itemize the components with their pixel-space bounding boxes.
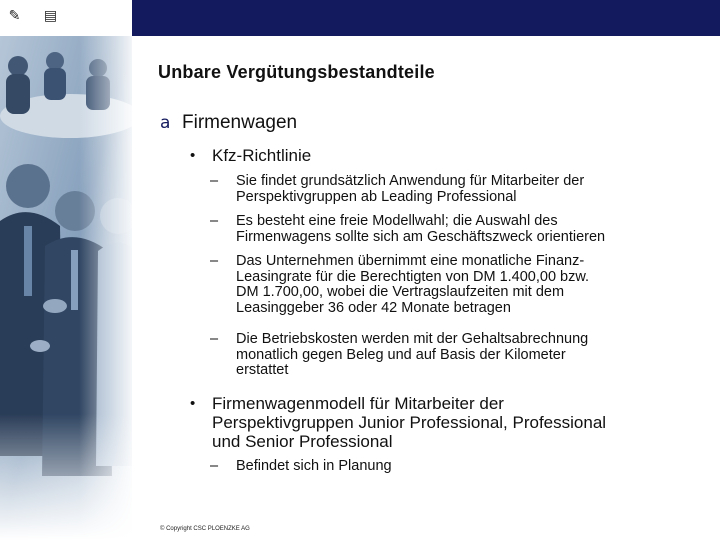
sub-item-line: Die Betriebskosten werden mit der Gehaltsabrechnung [236,331,589,347]
top-banner-logo-area [0,0,132,36]
list-item-line: und Senior Professional [212,432,393,451]
list-item-line: Firmenwagenmodell für Mitarbeiter der [212,394,504,413]
business-meeting-photo [0,36,132,540]
sub-item-line: Befindet sich in Planung [236,458,392,474]
sub-item-line: erstattet [236,362,289,378]
sub-item-line: Firmenwagens sollte sich am Geschäftszweck orientieren [236,228,606,245]
document-icon[interactable]: ▤ [43,8,58,24]
bullet: • [190,395,196,412]
copyright-footer: © Copyright CSC PLOENZKE AG [160,526,250,532]
sub-item-line: DM 1.700,00, wobei die Vertragslaufzeiten mit dem [236,284,565,300]
dash: – [210,253,219,269]
list-item [190,146,700,165]
sub-item-line: Es besteht eine freie Modellwahl; die Auswahl des [236,213,558,229]
sub-list-item [210,214,700,245]
list-item [190,394,700,451]
section-label: Firmenwagen [182,112,298,133]
list-item-label: Kfz-Richtlinie [212,146,312,165]
sub-list-item [210,459,700,475]
list-item-line: Perspektivgruppen Junior Professional, Professional [212,413,607,432]
section-bullet-icon: a [160,113,171,133]
pencil-icon[interactable]: ✎ [8,8,21,24]
sub-item-line: Perspektivgruppen ab Leading Professional [236,188,517,205]
slide-title: Unbare Vergütungsbestandteile [158,62,435,82]
sub-item-line: Leasinggeber 36 oder 42 Monate betragen [236,299,511,316]
dash: – [210,331,219,347]
sub-item-line: Sie findet grundsätzlich Anwendung für Mitarbeiter der [236,173,585,189]
sub-item-line: Leasingrate für die Berechtigten von DM 1.400,00 bzw. [236,268,590,285]
sub-list-item [210,174,700,205]
bullet: • [190,147,196,164]
sub-list-item [210,254,700,316]
section-heading [160,112,297,134]
dash: – [210,458,219,474]
dash: – [210,213,219,229]
sub-item-line: monatlich gegen Beleg und auf Basis der Kilometer [236,346,566,363]
sub-list-item [210,332,700,379]
sub-item-line: Das Unternehmen übernimmt eine monatliche Finanz- [236,253,585,269]
dash: – [210,173,219,189]
